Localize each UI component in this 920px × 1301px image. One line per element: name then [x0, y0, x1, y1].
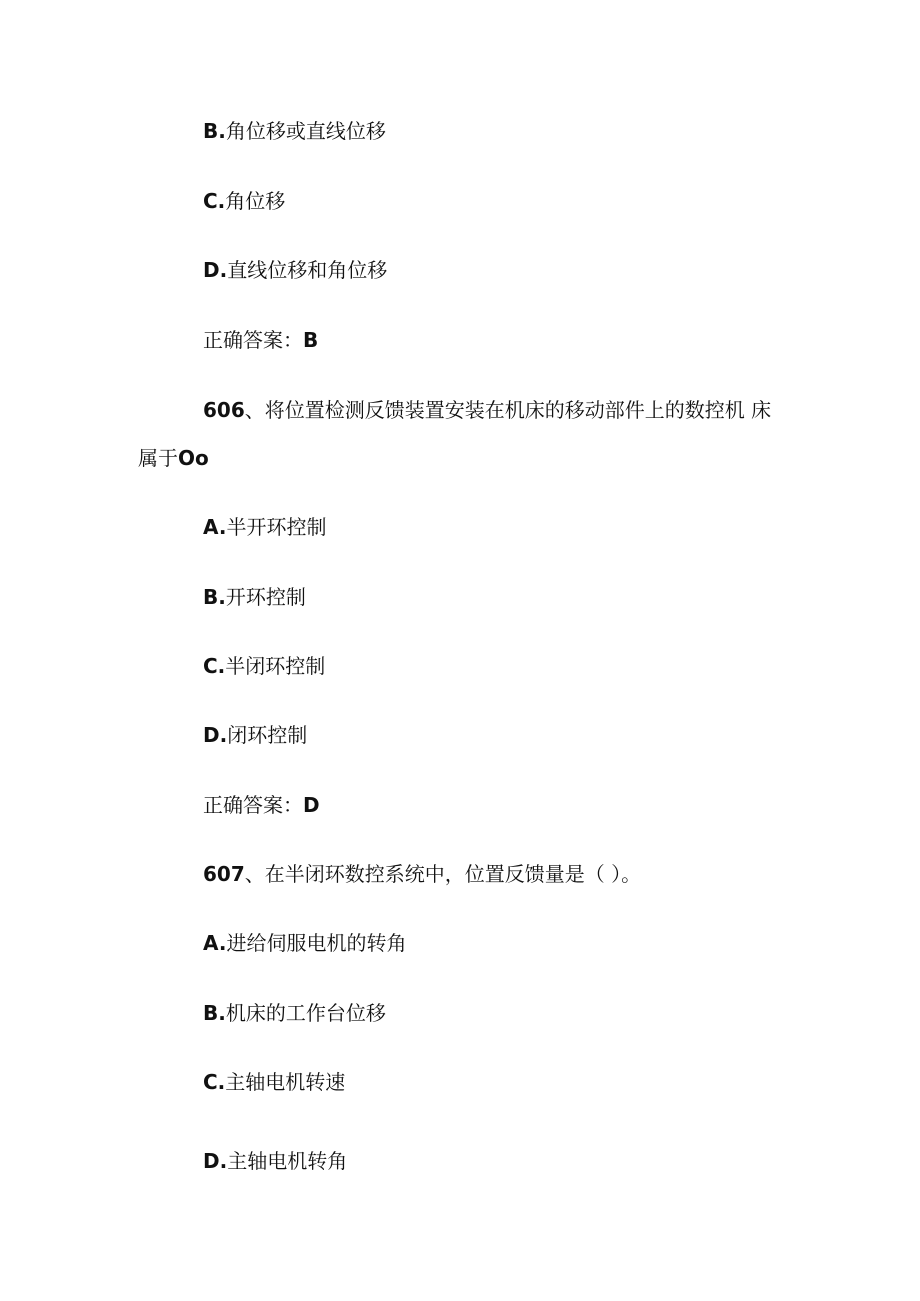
- q607-stem: [203, 861, 641, 887]
- option-text: 机床的工作台位移: [225, 1001, 386, 1025]
- q606-answer: [203, 792, 320, 818]
- q607-option-c: [203, 1069, 345, 1095]
- option-letter: C.: [203, 1070, 226, 1094]
- q606-option-d: [203, 722, 307, 748]
- option-letter: D.: [203, 723, 228, 747]
- q606-option-c: [203, 653, 325, 679]
- option-text: 进给伺服电机的转角: [226, 931, 407, 955]
- option-text: 主轴电机转角: [227, 1149, 348, 1173]
- answer-value: B: [303, 328, 319, 352]
- q606-option-a: [203, 514, 326, 540]
- q607-option-a: [203, 930, 406, 956]
- option-text: 半闭环控制: [225, 654, 326, 678]
- option-letter: D.: [203, 1149, 228, 1173]
- answer-label: 正确答案：: [203, 793, 303, 817]
- q605-option-b: [203, 118, 386, 144]
- option-letter: B.: [203, 119, 226, 143]
- q605-option-d: [203, 257, 387, 283]
- q607-option-b: [203, 1000, 386, 1026]
- option-text: 角位移: [225, 189, 286, 213]
- option-letter: B.: [203, 1001, 226, 1025]
- question-stem-continued: 属于: [138, 446, 178, 470]
- option-text: 闭环控制: [227, 723, 308, 747]
- question-stem: 、将位置检测反馈装置安装在机床的移动部件上的数控机 床: [244, 398, 772, 422]
- q605-option-c: [203, 188, 285, 214]
- q606-stem-line2: [138, 445, 209, 471]
- answer-label: 正确答案：: [203, 328, 303, 352]
- question-number: 606: [203, 398, 245, 422]
- option-letter: A.: [203, 515, 227, 539]
- option-text: 半开环控制: [226, 515, 327, 539]
- answer-value: D: [303, 793, 320, 817]
- option-letter: D.: [203, 258, 228, 282]
- option-text: 开环控制: [225, 585, 306, 609]
- q605-answer: [203, 327, 318, 353]
- q607-option-d: [203, 1148, 347, 1174]
- question-stem-tail: Oo: [178, 446, 209, 470]
- option-text: 主轴电机转速: [225, 1070, 346, 1094]
- option-letter: C.: [203, 189, 226, 213]
- question-number: 607: [203, 862, 245, 886]
- q606-option-b: [203, 584, 306, 610]
- option-letter: C.: [203, 654, 226, 678]
- option-text: 直线位移和角位移: [227, 258, 388, 282]
- question-stem: 、在半闭环数控系统中，位置反馈量是（ ）。: [244, 862, 642, 886]
- option-letter: B.: [203, 585, 226, 609]
- option-letter: A.: [203, 931, 227, 955]
- q606-stem-line1: [203, 397, 771, 423]
- option-text: 角位移或直线位移: [225, 119, 386, 143]
